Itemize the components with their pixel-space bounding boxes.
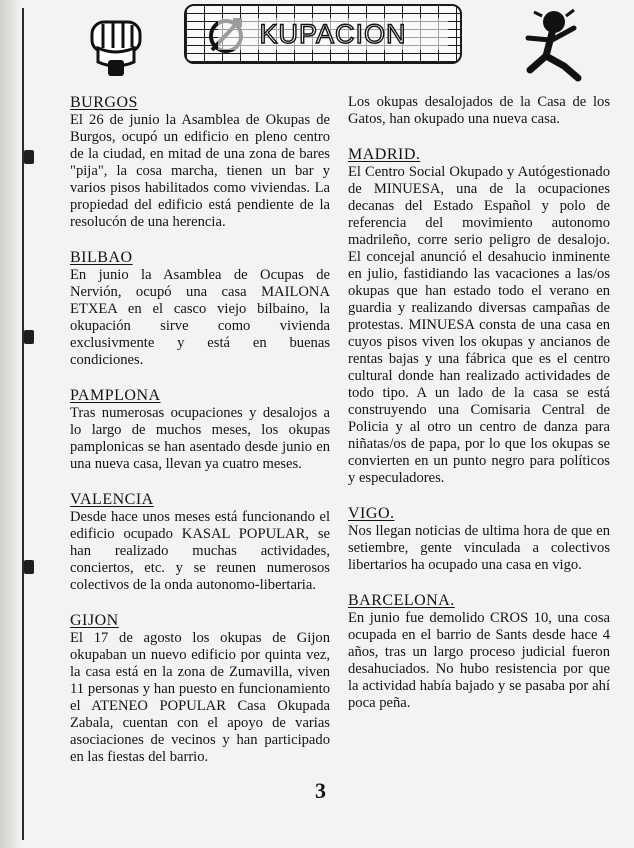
banner bbox=[184, 4, 462, 64]
page-edge bbox=[0, 0, 22, 848]
article-body: El Centro Social Okupado y Autógestionado de MINUESA, una de la ocupaciones decanas del Estado Español y polo de referencia del movimiento autonomo madrileño, corre serio peligro de desalojo. El concejal anunció el desahucio inminente en julio, fastidiando las vacaciones a las/os okupas que han estado todo el verano en guardia y realizando diversas campañas de protestas. MINUESA consta de una casa en cuyos pisos viven los okupas y ancianos de rentas bajas y una fábrica que es el centro cultural donde han realizado actividades de todo tipo. A un lado de la casa se está construyendo una Comisaria Central de Policia y al otro un centro de danza para niñatas/os de papa, por lo que los okupas se convierten en un punto negro para políticos y especuladores. bbox=[348, 164, 610, 486]
article-gijon bbox=[70, 612, 330, 766]
edge-mark bbox=[24, 560, 34, 574]
article-burgos bbox=[70, 94, 330, 231]
left-column bbox=[70, 94, 330, 784]
article-body: Nos llegan noticias de ultima hora de que en setiembre, gente vinculada a colectivos libertarios ha ocupado una casa en vigo. bbox=[348, 523, 610, 573]
article-heading: PAMPLONA bbox=[70, 387, 161, 404]
article-heading: BILBAO bbox=[70, 249, 133, 266]
article-body: Tras numerosas ocupaciones y desalojos a lo largo de muchos meses, los okupas pamplonicas se han asentado desde junio en una nueva casa, llevan ya cuatro meses. bbox=[70, 405, 330, 472]
edge-mark bbox=[24, 150, 34, 164]
header bbox=[80, 2, 620, 86]
article-heading: BURGOS bbox=[70, 94, 138, 111]
article-body: El 17 de agosto los okupas de Gijon okupaban un nuevo edificio por quinta vez, la casa está en la zona de Zumavilla, viven 11 personas y han puesto en funcionamiento el ATENEO POPULAR Casa Okupada Zabala, cuentan con el apoyo de varias asociaciones de vecinos y han participado en las fiestas del barrio. bbox=[70, 630, 330, 765]
article-heading: MADRID. bbox=[348, 146, 421, 163]
edge-mark bbox=[24, 330, 34, 344]
article-body: En junio la Asamblea de Ocupas de Nervión, ocupó una casa MAILONA ETXEA en el casco viejo bilbaino, la okupación sirve como vivienda exclusivmente y está en buenas condiciones. bbox=[70, 267, 330, 368]
running-figure-icon bbox=[512, 8, 594, 82]
article-heading: BARCELONA. bbox=[348, 592, 455, 609]
fist-icon bbox=[88, 14, 144, 78]
article-body: El 26 de junio la Asamblea de Okupas de Burgos, ocupó un edificio en pleno centro de la ciudad, en mitad de una zona de bares "pija", la cosa marcha, tienen un bar y varios pisos habilitados como viviendas. La propiedad del edificio está pendiente de la resolucón de una herencia. bbox=[70, 112, 330, 230]
article-heading: GIJON bbox=[70, 612, 119, 629]
article-madrid bbox=[348, 146, 610, 487]
article-pamplona bbox=[70, 387, 330, 473]
article-body: En junio fue demolido CROS 10, una cosa ocupada en el barrio de Sants desde hace 4 años, tras un largo proceso judicial fueron desahuciados. No hubo resistencia por que la actividad había bajado y se pasaba por ahí poca peña. bbox=[348, 610, 610, 711]
right-column bbox=[348, 94, 610, 730]
article-heading: VALENCIA bbox=[70, 491, 154, 508]
article-barcelona bbox=[348, 592, 610, 712]
banner-title: KUPACION bbox=[218, 18, 448, 50]
article-continued bbox=[348, 94, 610, 128]
article-body: Los okupas desalojados de la Casa de los Gatos, han okupado una nueva casa. bbox=[348, 94, 610, 127]
article-valencia bbox=[70, 491, 330, 594]
article-heading: VIGO. bbox=[348, 505, 395, 522]
article-bilbao bbox=[70, 249, 330, 369]
article-vigo bbox=[348, 505, 610, 574]
article-body: Desde hace unos meses está funcionando el edificio ocupado KASAL POPULAR, se han realizado muchas actividades, conciertos, etc. y se reunen numerosos colectivos de la onda autonomo-libertaria. bbox=[70, 509, 330, 593]
page-number: 3 bbox=[315, 778, 326, 803]
